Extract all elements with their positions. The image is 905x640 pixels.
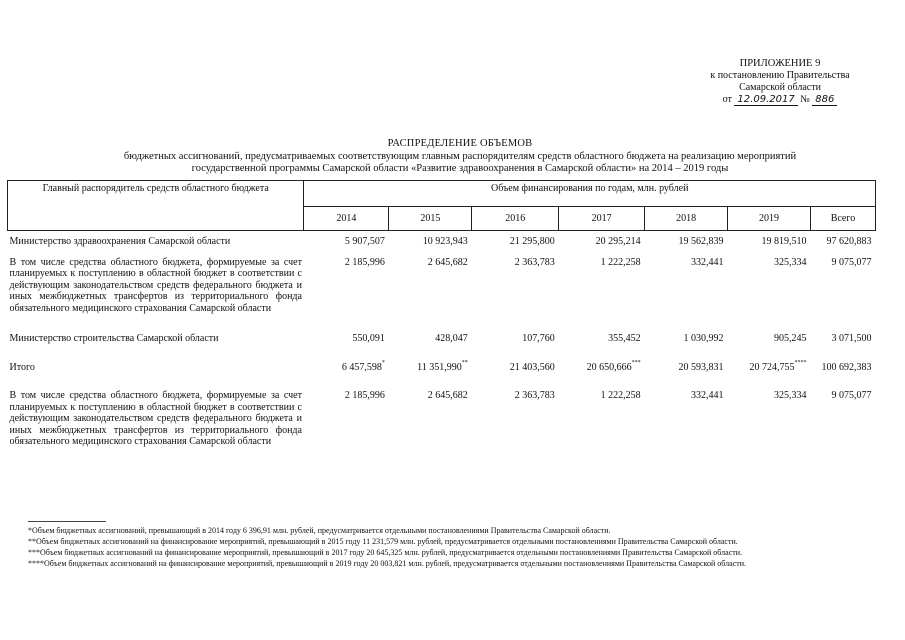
- header-year: 2014: [304, 207, 389, 231]
- appendix-line-1: к постановлению Правительства: [710, 70, 850, 81]
- header-financing-group: Объем финансирования по годам, млн. рублей: [304, 181, 876, 207]
- value-cell: 11 351,990**: [417, 359, 468, 373]
- value-cell: 325,334: [773, 256, 807, 268]
- number-prefix: №: [800, 94, 810, 105]
- total-cell: 97 620,883: [826, 236, 872, 247]
- header-main-column: Главный распорядитель средств областного бюджета: [8, 181, 304, 231]
- footnote-1: *Объем бюджетных ассигнований, превышающий в 2014 году 6 396,91 млн. рублей, предусматривается отдельными постановлениями Правительства Самарской области.: [28, 526, 611, 535]
- row-name: В том числе средства областного бюджета, формируемые за счет планируемых к поступлению в областной бюджет в соответствии с действующим законодательством средств федерального бюджета и иных межбюджетных трансфертов из территориального фонда обязательного медицинского страхования Самарской области: [9, 390, 302, 447]
- value-cell: 19 819,510: [761, 236, 807, 247]
- total-cell: 100 692,383: [821, 361, 872, 373]
- value-cell: 20 650,666***: [586, 359, 641, 373]
- value-cell: 428,047: [435, 333, 468, 344]
- appendix-dateline: [695, 94, 865, 108]
- header-year: 2018: [645, 207, 728, 231]
- value-cell: 332,441: [691, 256, 724, 268]
- value-cell: 2 185,996: [344, 256, 385, 268]
- total-cell: 3 071,500: [831, 333, 872, 344]
- row-name: В том числе средства областного бюджета, формируемые за счет планируемых к поступлению в областной бюджет в соответствии с действующим законодательством средств федерального бюджета и иных межбюджетных трансфертов из территориального фонда обязательного медицинского страхования Самарской области: [9, 256, 302, 314]
- value-cell: 10 923,943: [422, 236, 468, 247]
- footnote-2: **Объем бюджетных ассигнований на финансирование мероприятий, превышающий в 2015 году 11 231,579 млн. рублей, предусматривается отдельными постановлениями Правительства Самарской области.: [28, 537, 738, 546]
- value-cell: 2 363,783: [514, 256, 555, 268]
- value-cell: 21 295,800: [509, 236, 555, 247]
- value-cell: 20 593,831: [678, 361, 724, 373]
- table-row: [8, 252, 876, 329]
- document-subtitle-2: государственной программы Самарской области «Развитие здравоохранения в Самарской области» на 2014 – 2019 годы: [191, 163, 729, 174]
- footnote-4: ****Объем бюджетных ассигнований на финансирование мероприятий, превышающий в 2019 году 20 003,821 млн. рублей, предусматривается отдельными постановлениями Правительства Самарской области.: [28, 559, 747, 568]
- header-total: Всего: [810, 207, 875, 231]
- value-cell: 1 222,258: [600, 390, 641, 401]
- row-name: Итого: [9, 361, 35, 373]
- budget-table: [7, 180, 876, 452]
- table-body: [8, 231, 876, 452]
- footnote-3: ***Объем бюджетных ассигнований на финансирование мероприятий, превышающий в 2017 году 20 645,325 млн. рублей, предусматривается отдельными постановлениями Правительства Самарской области.: [28, 548, 743, 557]
- row-name: Министерство здравоохранения Самарской области: [9, 236, 231, 247]
- value-cell: 550,091: [352, 333, 385, 344]
- header-year: 2016: [472, 207, 559, 231]
- total-cell: 9 075,077: [831, 256, 872, 268]
- value-cell: 325,334: [773, 390, 807, 401]
- appendix-title: ПРИЛОЖЕНИЕ 9: [739, 58, 821, 69]
- table-row: [8, 357, 876, 386]
- value-cell: 6 457,598*: [341, 359, 385, 373]
- value-cell: 2 185,996: [344, 390, 385, 401]
- table-row: [8, 385, 876, 452]
- value-cell: 5 907,507: [344, 236, 385, 247]
- document-title: РАСПРЕДЕЛЕНИЕ ОБЪЕМОВ: [387, 138, 533, 149]
- header-year: 2017: [559, 207, 645, 231]
- appendix-block: [695, 58, 865, 108]
- number-value: 886: [812, 94, 837, 106]
- document-subtitle-1: бюджетных ассигнований, предусматриваемых соответствующим главным распорядителям средств областного бюджета на реализацию мероприятий: [123, 151, 797, 162]
- value-cell: 107,760: [522, 333, 555, 344]
- appendix-line-2: Самарской области: [739, 82, 821, 93]
- value-cell: 2 363,783: [514, 390, 555, 401]
- footnotes: [28, 525, 888, 569]
- total-cell: 9 075,077: [831, 390, 872, 401]
- value-cell: 2 645,682: [427, 390, 468, 401]
- value-cell: 2 645,682: [427, 256, 468, 268]
- value-cell: 20 724,755****: [749, 359, 807, 373]
- date-value: 12.09.2017: [734, 94, 797, 106]
- value-cell: 355,452: [608, 333, 641, 344]
- value-cell: 332,441: [691, 390, 724, 401]
- date-prefix: от: [722, 94, 732, 105]
- footnote-divider: [28, 521, 106, 522]
- header-year: 2015: [389, 207, 472, 231]
- value-cell: 20 295,214: [595, 236, 641, 247]
- value-cell: 1 222,258: [600, 256, 641, 268]
- value-cell: 19 562,839: [678, 236, 724, 247]
- table-row: [8, 231, 876, 252]
- header-year: 2019: [728, 207, 811, 231]
- document-heading: [60, 138, 860, 175]
- value-cell: 21 403,560: [509, 361, 555, 373]
- value-cell: 1 030,992: [683, 333, 724, 344]
- value-cell: 905,245: [773, 333, 807, 344]
- table-row: [8, 328, 876, 357]
- row-name: Министерство строительства Самарской области: [9, 333, 219, 344]
